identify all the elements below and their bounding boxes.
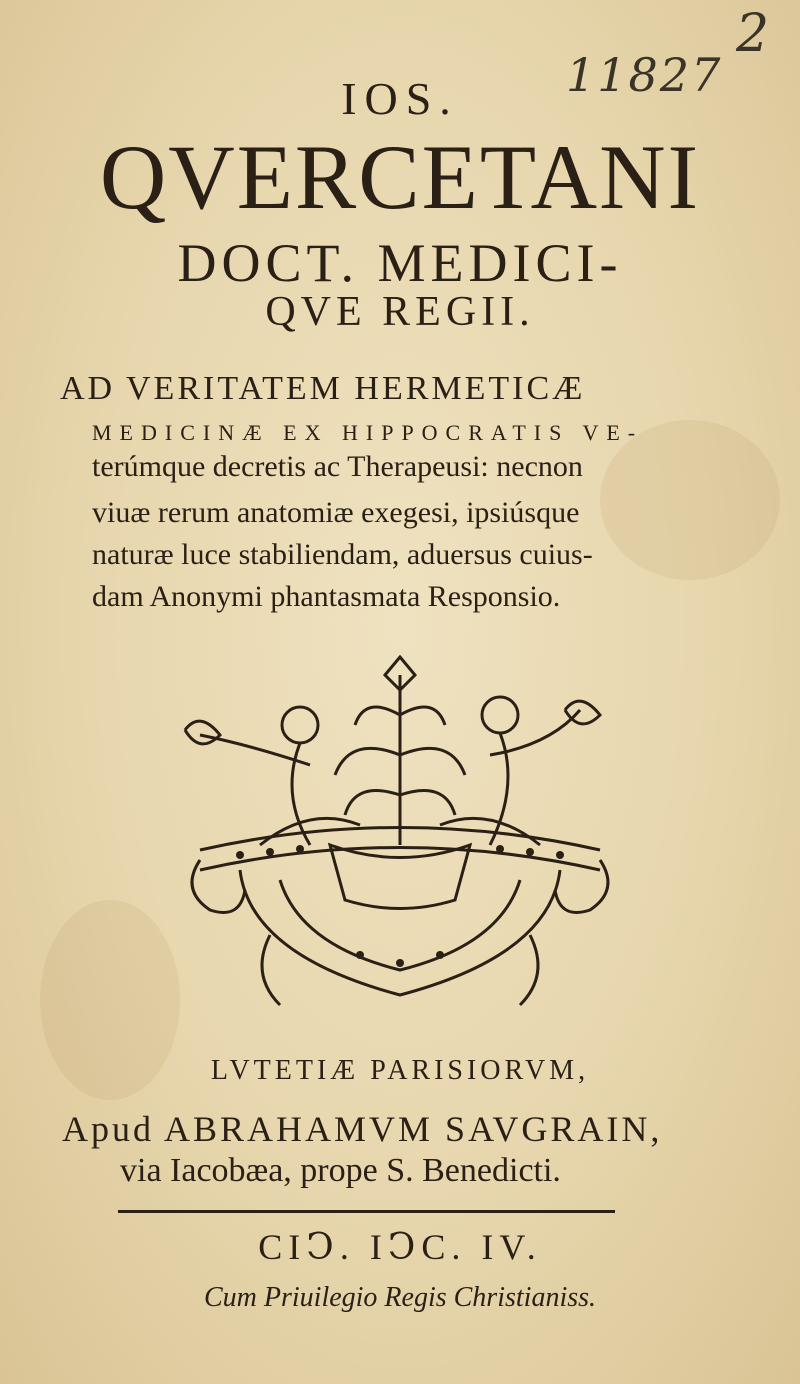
shelfmark-annotation: 11827 <box>566 48 723 102</box>
imprint-place: LVTETIÆ PARISIORVM, <box>210 1055 590 1086</box>
subtitle-line: AD VERITATEM HERMETICÆ <box>60 370 586 407</box>
imprint-printer: Apud ABRAHAMVM SAVGRAIN, <box>62 1109 663 1149</box>
subtitle-line: dam Anonymi phantasmata Responsio. <box>92 580 561 613</box>
author-name: QVERCETANI <box>99 126 701 228</box>
author-title-line1: DOCT. MEDICI- <box>177 233 623 293</box>
subtitle-line: viuæ rerum anatomiæ exegesi, ipsiúsque <box>92 496 580 529</box>
subtitle-line: terúmque decretis ac Therapeusi: necnon <box>92 450 583 483</box>
printers-device-emblem <box>160 655 640 1015</box>
privilege-statement: Cum Priuilegio Regis Christianiss. <box>203 1282 597 1313</box>
author-prefix: IOS. <box>341 73 459 124</box>
divider-rule <box>118 1210 615 1213</box>
corner-annotation: 2 <box>736 4 770 64</box>
subtitle-line: naturæ luce stabiliendam, aduersus cuius- <box>92 538 593 571</box>
author-title-line2: QVE REGII. <box>265 289 535 335</box>
subtitle-line: MEDICINÆ EX HIPPOCRATIS VE- <box>92 420 644 445</box>
imprint-year: CIↃ. IↃC. IV. <box>258 1227 542 1267</box>
imprint-address: via Iacobæa, prope S. Benedicti. <box>120 1152 561 1189</box>
